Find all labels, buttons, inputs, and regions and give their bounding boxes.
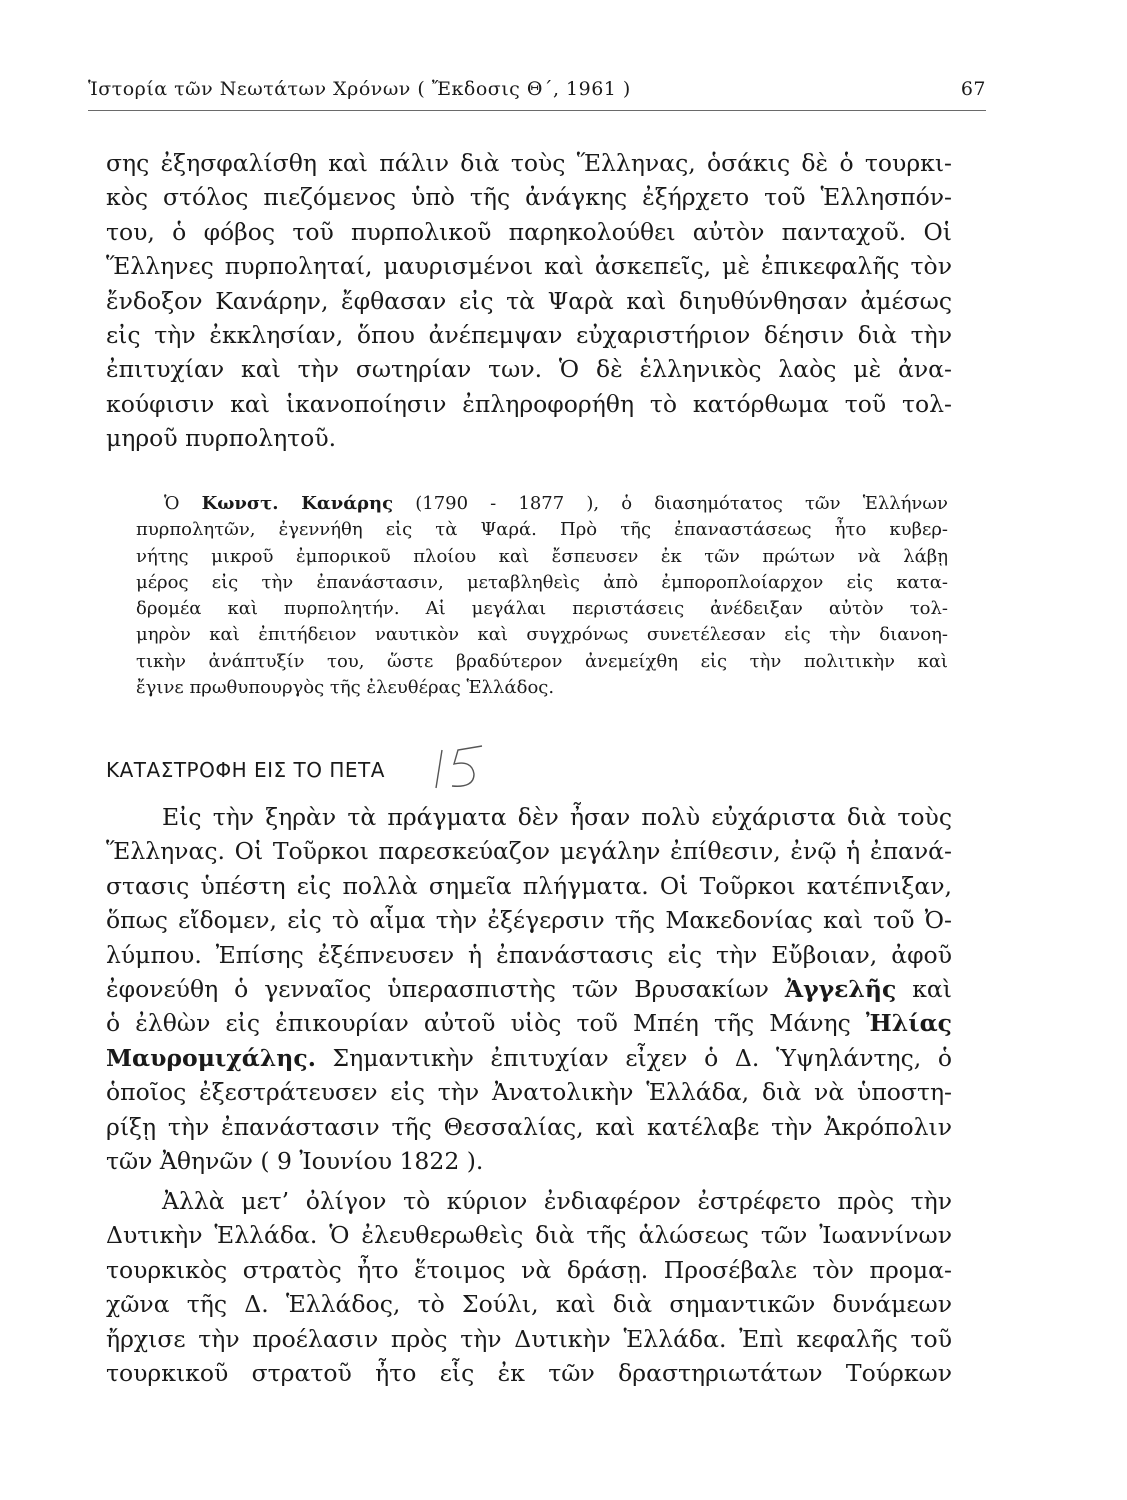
biographical-note xyxy=(136,491,948,701)
text-line: ὁ ἐλθὼν εἰς ἐπικουρίαν αὐτοῦ υἱὸς τοῦ Μπέη τῆς Μάνης Ἠλίας xyxy=(106,1009,952,1038)
text-line: μηροῦ πυρπολητοῦ. xyxy=(106,424,337,453)
text-line: ἐφονεύθη ὁ γενναῖος ὑπερασπιστὴς τῶν Βρυσακίων Ἀγγελῆς καὶ xyxy=(106,974,952,1003)
text-line: στασις ὑπέστη εἰς πολλὰ σημεῖα πλήγματα. Οἱ Τοῦρκοι κατέπνιξαν, xyxy=(106,871,952,900)
note-line: μέρος εἰς τὴν ἐπανάστασιν, μεταβληθεὶς ἀπὸ ἐμποροπλοίαρχον εἰς κατα- xyxy=(136,571,948,593)
note-line: πυρπολητῶν, ἐγεννήθη εἰς τὰ Ψαρά. Πρὸ τῆς ἐπαναστάσεως ἦτο κυβερ- xyxy=(136,519,948,541)
text-line: ἔνδοξον Κανάρην, ἔφθασαν εἰς τὰ Ψαρὰ καὶ διηυθύνθησαν ἀμέσως xyxy=(106,286,952,315)
text-line: Ἕλληνες πυρποληταί, μαυρισμένοι καὶ ἀσκεπεῖς, μὲ ἐπικεφαλῆς τὸν xyxy=(106,252,952,281)
page-number: 67 xyxy=(960,78,986,100)
text-line: Ἕλληνας. Οἱ Τοῦρκοι παρεσκεύαζον μεγάλην ἐπίθεσιν, ἐνῷ ἡ ἐπανά- xyxy=(106,837,952,866)
note-line: Ὁ Κωνστ. Κανάρης (1790 - 1877 ), ὁ διασημότατος τῶν Ἑλλήνων xyxy=(164,493,948,514)
text-line: ρίξῃ τὴν ἐπανάστασιν τῆς Θεσσαλίας, καὶ κατέλαβε τὴν Ἀκρόπολιν xyxy=(106,1112,952,1141)
text-line: εἰς τὴν ἐκκλησίαν, ὅπου ἀνέπεμψαν εὐχαριστήριον δέησιν διὰ τὴν xyxy=(106,320,952,349)
text-line: του, ὁ φόβος τοῦ πυρπολικοῦ παρηκολούθει αὐτὸν πανταχοῦ. Οἱ xyxy=(106,217,952,246)
text-line: Εἰς τὴν ξηρὰν τὰ πράγματα δὲν ἦσαν πολὺ εὐχάριστα διὰ τοὺς xyxy=(162,803,952,831)
bold-name-ilias: Ἠλίας xyxy=(865,1009,952,1038)
text-line: Ἀλλὰ μετ’ ὀλίγον τὸ κύριον ἐνδιαφέρον ἐστρέφετο πρὸς τὴν xyxy=(162,1187,952,1215)
text-line: Δυτικὴν Ἑλλάδα. Ὁ ἐλευθερωθεὶς διὰ τῆς ἁλώσεως τῶν Ἰωαννίνων xyxy=(106,1221,952,1250)
text-line: Μαυρομιχάλης. Σημαντικὴν ἐπιτυχίαν εἶχεν ὁ Δ. Ὑψηλάντης, ὁ xyxy=(106,1043,952,1072)
paragraph-3 xyxy=(106,1184,952,1390)
text-line: ἤρχισε τὴν προέλασιν πρὸς τὴν Δυτικὴν Ἑλλάδα. Ἐπὶ κεφαλῆς τοῦ xyxy=(106,1324,952,1353)
text-line: τῶν Ἀθηνῶν ( 9 Ἰουνίου 1822 ). xyxy=(106,1146,484,1175)
paragraph-2 xyxy=(106,800,952,1178)
text-line: ὁποῖος ἐξεστράτευσεν εἰς τὴν Ἀνατολικὴν Ἑλλάδα, διὰ νὰ ὑποστη- xyxy=(106,1078,952,1107)
book-title: Ἱστορία τῶν Νεωτάτων Χρόνων ( Ἔκδοσις Θ΄, 1961 ) xyxy=(88,78,631,100)
note-line: μηρὸν καὶ ἐπιτήδειον ναυτικὸν καὶ συγχρόνως συνετέλεσαν εἰς τὴν διανοη- xyxy=(136,624,948,646)
text-line: λύμπου. Ἐπίσης ἐξέπνευσεν ἡ ἐπανάστασις εἰς τὴν Εὔβοιαν, ἀφοῦ xyxy=(106,940,952,969)
text-line: τουρκικὸς στρατὸς ἦτο ἕτοιμος νὰ δράσῃ. Προσέβαλε τὸν προμα- xyxy=(106,1255,952,1284)
note-line: ἔγινε πρωθυπουργὸς τῆς ἐλευθέρας Ἑλλάδος. xyxy=(136,677,555,699)
bold-name-mavromichalis: Μαυρομιχάλης. xyxy=(106,1043,316,1072)
note-line: τικὴν ἀνάπτυξίν του, ὥστε βραδύτερον ἀνεμείχθη εἰς τὴν πολιτικὴν καὶ xyxy=(136,650,948,672)
text-line: ὅπως εἴδομεν, εἰς τὸ αἷμα τὴν ἐξέγερσιν τῆς Μακεδονίας καὶ τοῦ Ὀ- xyxy=(106,906,952,935)
text-line: σης ἐξησφαλίσθη καὶ πάλιν διὰ τοὺς Ἕλληνας, ὁσάκις δὲ ὁ τουρκι- xyxy=(106,149,952,177)
note-line: δρομέα καὶ πυρπολητήν. Αἱ μεγάλαι περιστάσεις ἀνέδειξαν αὐτὸν τολ- xyxy=(136,598,948,620)
handwritten-page-mark xyxy=(430,742,490,792)
paragraph-1 xyxy=(106,146,952,456)
note-person-name: Κωνστ. Κανάρης xyxy=(201,493,394,514)
text-line: χῶνα τῆς Δ. Ἑλλάδος, τὸ Σούλι, καὶ διὰ σημαντικῶν δυνάμεων xyxy=(106,1290,952,1319)
text-line: κὸς στόλος πιεζόμενος ὑπὸ τῆς ἀνάγκης ἐξήρχετο τοῦ Ἑλλησπόν- xyxy=(106,183,952,212)
note-line: νήτης μικροῦ ἐμπορικοῦ πλοίου καὶ ἔσπευσεν ἐκ τῶν πρώτων νὰ λάβῃ xyxy=(136,545,948,567)
text-line: κούφισιν καὶ ἱκανοποίησιν ἐπληροφορήθη τὸ κατόρθωμα τοῦ τολ- xyxy=(106,389,952,418)
section-heading: ΚΑΤΑΣΤΡΟΦΗ ΕΙΣ ΤΟ ΠΕΤΑ xyxy=(106,758,385,782)
bold-name-angelis: Ἀγγελῆς xyxy=(784,974,897,1003)
running-head xyxy=(88,78,986,111)
text-line: τουρκικοῦ στρατοῦ ἦτο εἷς ἐκ τῶν δραστηριωτάτων Τούρκων xyxy=(106,1358,952,1387)
text-line: ἐπιτυχίαν καὶ τὴν σωτηρίαν των. Ὁ δὲ ἑλληνικὸς λαὸς μὲ ἀνα- xyxy=(106,355,952,384)
